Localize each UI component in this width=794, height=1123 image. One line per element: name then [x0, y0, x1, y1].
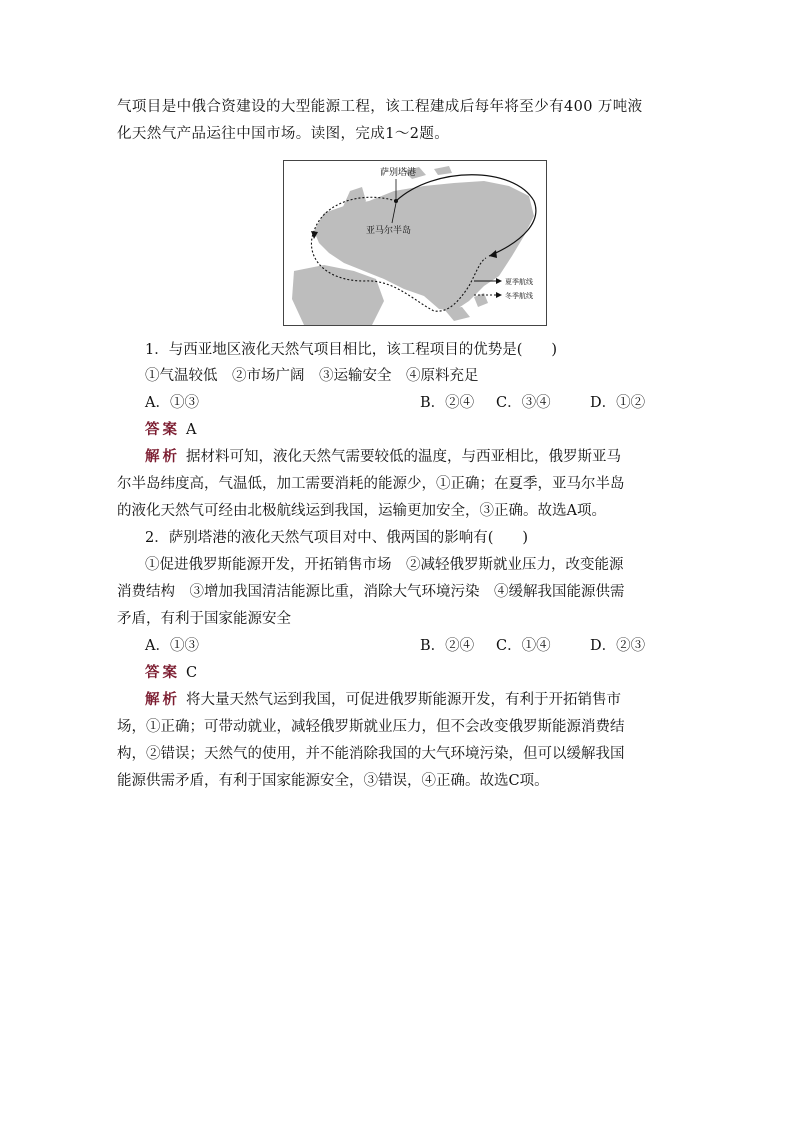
sabetta-port-dot — [394, 199, 398, 203]
q1-items: ①气温较低 ②市场广阔 ③运输安全 ④原料充足 — [145, 368, 479, 384]
route-map — [283, 160, 547, 326]
q2-analysis-label: 解析 — [145, 691, 180, 708]
q2-analysis-line-3: 构，②错误；天然气的使用，并不能消除我国的大气环境污染，但可以缓解我国 — [117, 746, 625, 762]
q2-items-line-1: ①促进俄罗斯能源开发，开拓销售市场 ②减轻俄罗斯就业压力，改变能源 — [145, 557, 624, 573]
q1-stem: 1．与西亚地区液化天然气项目相比，该工程项目的优势是( ) — [145, 342, 558, 358]
q2-answer-label: 答案 — [145, 664, 180, 681]
q1-option-a[interactable]: A．①③ — [145, 395, 199, 411]
q1-analysis-line-2: 尔半岛纬度高，气温低，加工需要消耗的能源少，①正确；在夏季，亚马尔半岛 — [117, 476, 625, 492]
q2-items-line-2: 消费结构 ③增加我国清洁能源比重，消除大气环境污染 ④缓解我国能源供需 — [117, 584, 625, 600]
intro-line-1: 气项目是中俄合资建设的大型能源工程，该工程建成后每年将至少有400 万吨液 — [117, 99, 643, 115]
legend-summer-label: 夏季航线 — [505, 278, 533, 286]
q2-items-line-3: 矛盾，有利于国家能源安全 — [117, 611, 291, 627]
q2-analysis-line-4: 能源供需矛盾，有利于国家能源安全，③错误，④正确。故选C项。 — [117, 773, 549, 789]
q2-stem: 2．萨别塔港的液化天然气项目对中、俄两国的影响有( ) — [145, 530, 529, 546]
q1-analysis-label: 解析 — [145, 448, 180, 465]
q2-answer-row — [145, 663, 197, 683]
q2-answer-value: C — [186, 665, 198, 681]
legend-winter-label: 冬季航线 — [505, 292, 533, 300]
q1-analysis-line-1: 解析 据材料可知，液化天然气需要较低的温度，与西亚相比，俄罗斯亚马 — [145, 448, 621, 465]
intro-line-2: 化天然气产品运往中国市场。读图，完成1～2题。 — [117, 126, 450, 142]
q2-option-a[interactable]: A．①③ — [145, 638, 199, 654]
q1-option-d[interactable]: D．①② — [590, 395, 646, 411]
q1-option-c[interactable]: C．③④ — [496, 395, 551, 411]
q1-analysis-line-3: 的液化天然气可经由北极航线运到我国，运输更加安全，③正确。故选A项。 — [117, 503, 606, 519]
q1-answer-label: 答案 — [145, 421, 180, 438]
port-label: 萨别塔港 — [380, 168, 417, 178]
africa-landmass — [292, 265, 384, 325]
q2-option-c[interactable]: C．①④ — [496, 638, 551, 654]
q2-option-d[interactable]: D．②③ — [590, 638, 646, 654]
q1-answer-row — [145, 420, 196, 440]
q1-option-b[interactable]: B．②④ — [420, 395, 475, 411]
q1-answer-value: A — [186, 422, 197, 438]
q2-analysis-line-2: 场，①正确；可带动就业，减轻俄罗斯就业压力，但不会改变俄罗斯能源消费结 — [117, 719, 625, 735]
peninsula-label: 亚马尔半岛 — [366, 226, 412, 236]
q2-option-b[interactable]: B．②④ — [420, 638, 475, 654]
q2-analysis-line-1: 解析 将大量天然气运到我国，可促进俄罗斯能源开发，有利于开拓销售市 — [145, 691, 621, 708]
